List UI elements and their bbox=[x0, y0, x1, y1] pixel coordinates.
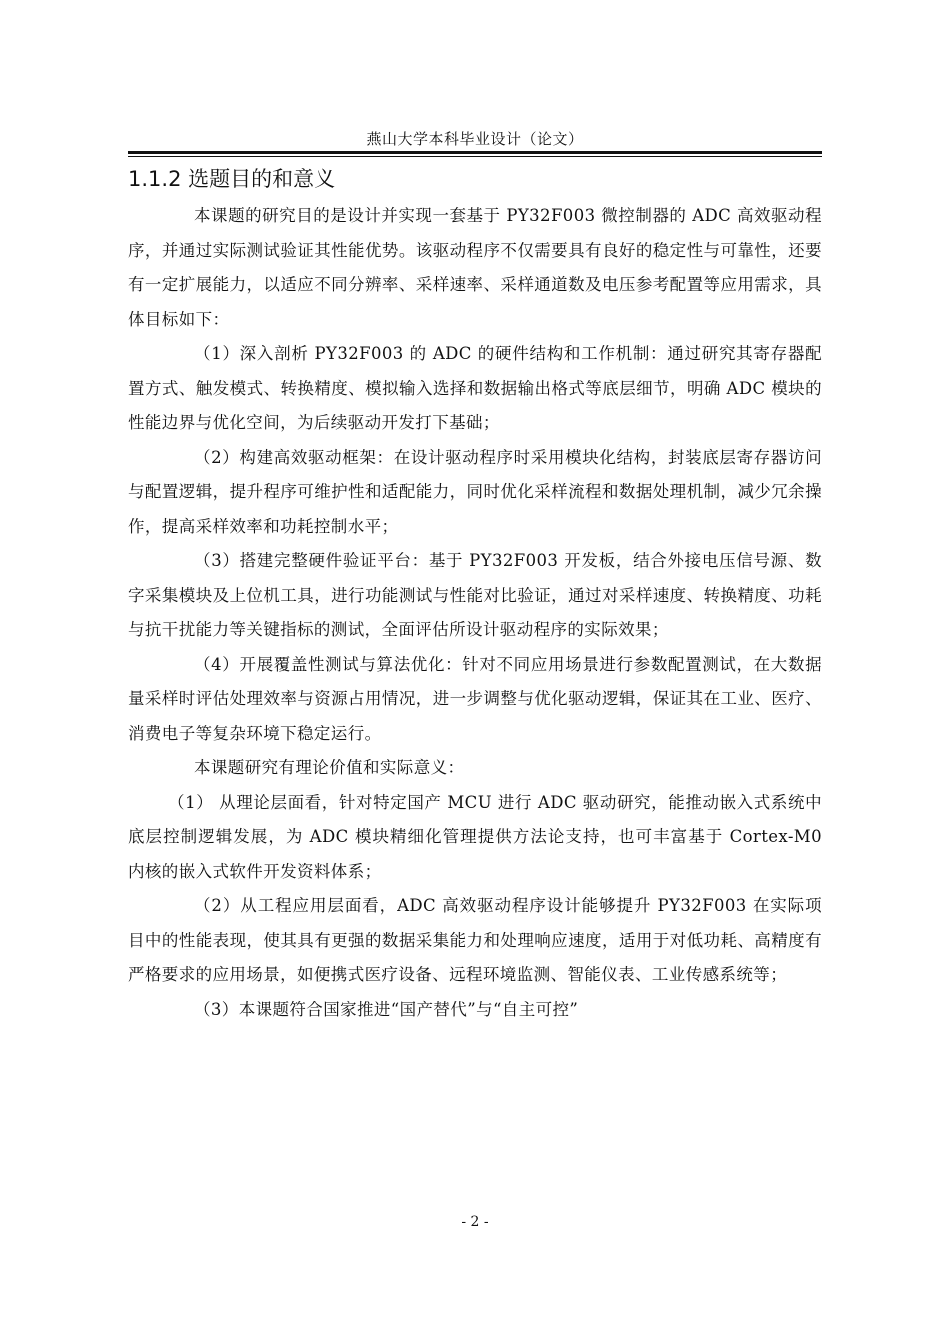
header-rule-thick bbox=[128, 151, 822, 154]
body-text bbox=[128, 199, 822, 1027]
paragraph-significance-1: （1） 从理论层面看，针对特定国产 MCU 进行 ADC 驱动研究，能推动嵌入式系统中底层控制逻辑发展，为 ADC 模块精细化管理提供方法论支持，也可丰富基于 Cortex-M0 内核的嵌入式软件开发资料体系； bbox=[128, 792, 822, 881]
paragraph-significance-2: （2）从工程应用层面看，ADC 高效驱动程序设计能够提升 PY32F003 在实际项目中的性能表现，使其具有更强的数据采集能力和处理响应速度，适用于对低功耗、高精度有严格要求的应用场景，如便携式医疗设备、远程环境监测、智能仪表、工业传感系统等； bbox=[128, 896, 822, 984]
running-header: 燕山大学本科毕业设计（论文） bbox=[366, 130, 584, 148]
paragraph-goal-2: （2）构建高效驱动框架：在设计驱动程序时采用模块化结构，封装底层寄存器访问与配置逻辑，提升程序可维护性和适配能力，同时优化采样流程和数据处理机制，减少冗余操作，提高采样效率和功耗控制水平； bbox=[128, 447, 822, 536]
paragraph-significance-intro: 本课题研究有理论价值和实际意义： bbox=[194, 758, 465, 777]
paragraph-purpose: 本课题的研究目的是设计并实现一套基于 PY32F003 微控制器的 ADC 高效驱动程序，并通过实际测试验证其性能优势。该驱动程序不仅需要具有良好的稳定性与可靠性，还要有一定扩展能力，以适应不同分辨率、采样速率、采样通道数及电压参考配置等应用需求，具体目标如下： bbox=[128, 206, 822, 329]
paragraph-goal-1: （1）深入剖析 PY32F003 的 ADC 的硬件结构和工作机制：通过研究其寄存器配置方式、触发模式、转换精度、模拟输入选择和数据输出格式等底层细节，明确 ADC 模块的性能边界与优化空间，为后续驱动开发打下基础； bbox=[128, 344, 822, 432]
paragraph-significance-3: （3）本课题符合国家推进“国产替代”与“自主可控” bbox=[194, 999, 579, 1019]
paragraph-goal-4: （4）开展覆盖性测试与算法优化：针对不同应用场景进行参数配置测试，在大数据量采样时评估处理效率与资源占用情况，进一步调整与优化驱动逻辑，保证其在工业、医疗、消费电子等复杂环境下稳定运行。 bbox=[128, 654, 822, 743]
paragraph-goal-3: （3）搭建完整硬件验证平台：基于 PY32F003 开发板，结合外接电压信号源、数字采集模块及上位机工具，进行功能测试与性能对比验证，通过对采样速度、转换精度、功耗与抗干扰能力等关键指标的测试，全面评估所设计驱动程序的实际效果； bbox=[128, 551, 822, 639]
page-number: - 2 - bbox=[461, 1214, 489, 1230]
section-heading: 1.1.2 选题目的和意义 bbox=[128, 167, 336, 191]
header-rule-thin bbox=[128, 156, 822, 157]
